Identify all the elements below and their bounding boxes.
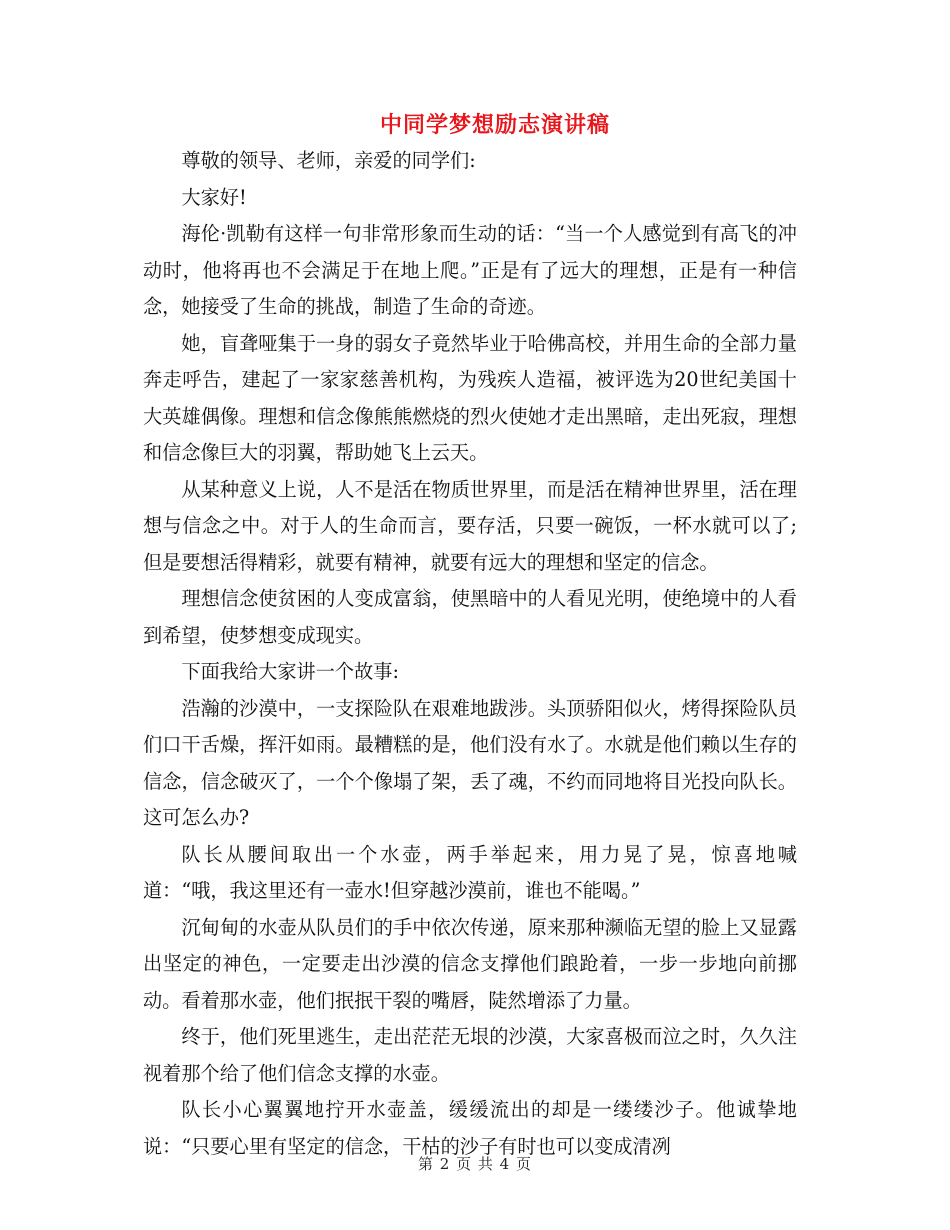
paragraph-salutation: 尊敬的领导、老师，亲爱的同学们: [181,149,476,172]
paragraph: 沉甸甸的水壶从队员们的手中依次传递，原来那种濒临无望的脸上又显露出坚定的神色，一定要走出沙漠的信念支撑他们踉跄着，一步一步地向前挪动。看着那水壶，他们抿抿干裂的嘴唇，陡然增添了力量。 [143,915,797,1012]
paragraph: 她，盲聋哑集于一身的弱女子竟然毕业于哈佛高校，并用生命的全部力量奔走呼告，建起了一家家慈善机构，为残疾人造福，被评选为20世纪美国十大英雄偶像。理想和信念像熊熊燃烧的烈火使她才走出黑暗，走出死寂，理想和信念像巨大的羽翼，帮助她飞上云天。 [143,331,797,464]
document-body [143,143,797,1165]
paragraph: 终于，他们死里逃生，走出茫茫无垠的沙漠，大家喜极而泣之时，久久注视着那个给了他们信念支撑的水壶。 [143,1025,797,1085]
paragraph: 队长小心翼翼地拧开水壶盖，缓缓流出的却是一缕缕沙子。他诚挚地说：“只要心里有坚定的信念，干枯的沙子有时也可以变成清冽 [143,1098,797,1158]
paragraph: 海伦·凯勒有这样一句非常形象而生动的话：“当一个人感觉到有高飞的冲动时，他将再也不会满足于在地上爬。”正是有了远大的理想，正是有一种信念，她接受了生命的挑战，制造了生命的奇迹。 [143,222,797,318]
paragraph: 理想信念使贫困的人变成富翁，使黑暗中的人看见光明，使绝境中的人看到希望，使梦想变成现实。 [143,587,797,647]
paragraph: 浩瀚的沙漠中，一支探险队在艰难地跋涉。头顶骄阳似火，烤得探险队员们口干舌燥，挥汗如雨。最糟糕的是，他们没有水了。水就是他们赖以生存的信念，信念破灭了，一个个像塌了架，丢了魂，不约而同地将目光投向队长。这可怎么办? [143,696,797,829]
paragraph: 从某种意义上说，人不是活在物质世界里，而是活在精神世界里，活在理想与信念之中。对于人的生命而言，要存活，只要一碗饭，一杯水就可以了;但是要想活得精彩，就要有精神，就要有远大的理想和坚定的信念。 [143,477,797,574]
document-title: 中同学梦想励志演讲稿 [379,112,610,138]
page-footer: 第 2 页 共 4 页 [418,1155,532,1173]
paragraph: 队长从腰间取出一个水壶，两手举起来，用力晃了晃，惊喜地喊道：“哦，我这里还有一壶水!但穿越沙漠前，谁也不能喝。” [143,842,797,902]
paragraph: 下面我给大家讲一个故事: [181,660,399,683]
paragraph-greeting: 大家好! [181,185,247,209]
